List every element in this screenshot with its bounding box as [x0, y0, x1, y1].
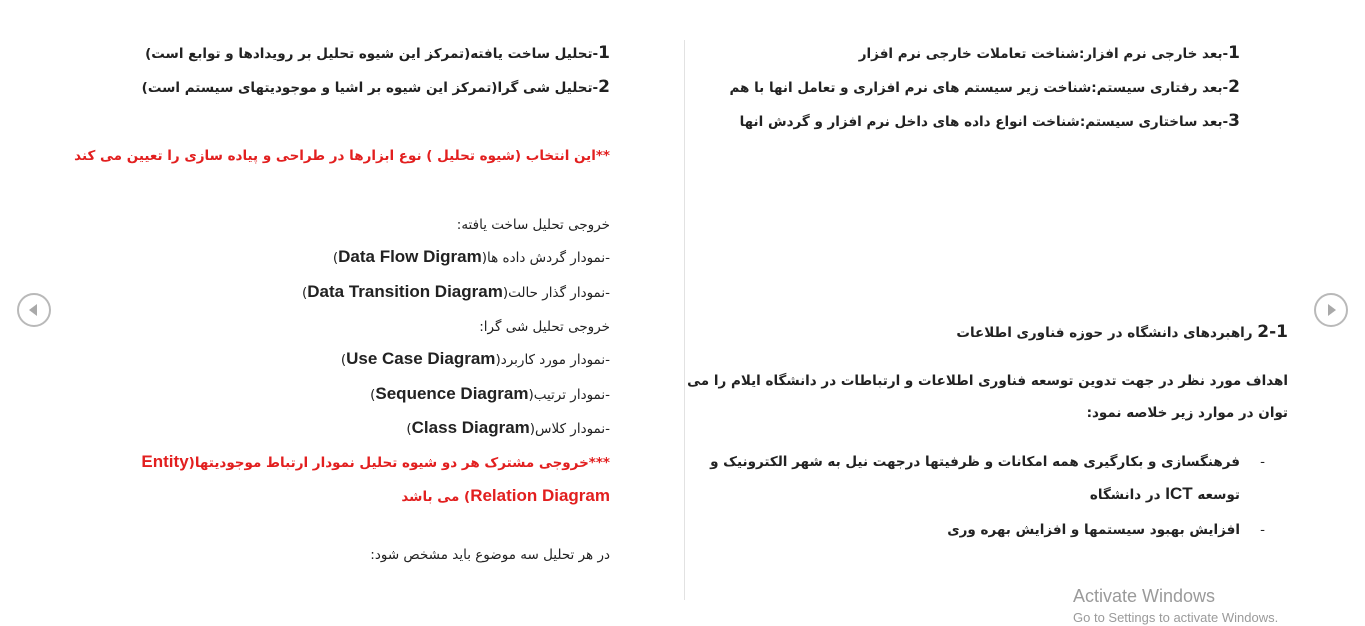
analysis-method-structured: 1-تحلیل ساخت یافته(تمرکز این شیوه تحلیل بر رویدادها و توابع است) [145, 43, 610, 63]
structured-output-heading: خروجی تحلیل ساخت یافته: [456, 217, 610, 233]
data-transition-diagram-item: -نمودار گذار حالت(Data Transition Diagram) [302, 282, 610, 301]
system-structural-dimension: 3-بعد ساختاری سیستم:شناخت انواع داده های داخل نرم افزار و گردش انها [739, 111, 1240, 131]
class-diagram-item: -نمودار کلاس(Class Diagram) [406, 418, 610, 437]
section-heading: 2-1 راهبردهای دانشگاه در حوزه فناوری اطلاعات [956, 322, 1288, 342]
chevron-left-icon [19, 295, 49, 325]
right-page [687, 0, 1300, 623]
goals-paragraph-line-2: توان در موارد زیر خلاصه نمود: [1086, 405, 1288, 421]
shared-output-line-1: ***خروجی مشترک هر دو شیوه تحلیل نمودار ارتباط موجودیتها(Entity [141, 452, 610, 471]
data-flow-diagram-item: -نمودار گردش داده ها(Data Flow Digram) [332, 247, 610, 266]
bullet-item-1-line-1: فرهنگسازی و بکارگیری همه امکانات و ظرفیتها درجهت نیل به شهر الکترونیک و [710, 454, 1240, 470]
bullet-marker: - [1260, 454, 1265, 470]
object-oriented-output-heading: خروجی تحلیل شی گرا: [479, 319, 610, 335]
activate-windows-watermark [1073, 585, 1278, 626]
shared-output-line-2: Relation Diagram) می باشد [401, 486, 610, 505]
previous-page-button[interactable] [17, 293, 51, 327]
bullet-item-1-line-2: توسعه ICT در دانشگاه [1089, 484, 1240, 503]
goals-paragraph-line-1: اهداف مورد نظر در جهت تدوین توسعه فناوری اطلاعات و ارتباطات در دانشگاه ایلام را می [687, 373, 1288, 389]
next-page-button[interactable] [1314, 293, 1348, 327]
sequence-diagram-item: -نمودار ترتیب(Sequence Diagram) [370, 384, 610, 403]
system-behavioral-dimension: 2-بعد رفتاری سیستم:شناخت زیر سیستم های نرم افزاری و تعامل انها با هم [729, 77, 1240, 97]
watermark-title: Activate Windows [1073, 586, 1216, 606]
left-page [70, 0, 610, 623]
tools-selection-note: **این انتخاب (شیوه تحلیل ) نوع ابزارها در طراحی و پیاده سازی را تعیین می کند [74, 148, 610, 164]
page-divider [684, 40, 685, 600]
analysis-method-object-oriented: 2-تحلیل شی گرا(تمرکز این شیوه بر اشیا و موجودیتهای سیستم است) [141, 77, 610, 97]
analysis-footer-text: در هر تحلیل سه موضوع باید مشخص شود: [370, 547, 610, 563]
bullet-marker: - [1260, 522, 1265, 538]
watermark-subtitle: Go to Settings to activate Windows. [1073, 610, 1279, 625]
chevron-right-icon [1316, 295, 1346, 325]
bullet-item-2: افزایش بهبود سیستمها و افزایش بهره وری [947, 522, 1240, 538]
use-case-diagram-item: -نمودار مورد کاربرد(Use Case Diagram) [340, 349, 610, 368]
software-external-dimension: 1-بعد خارجی نرم افزار:شناخت تعاملات خارجی نرم افزار [858, 43, 1240, 63]
